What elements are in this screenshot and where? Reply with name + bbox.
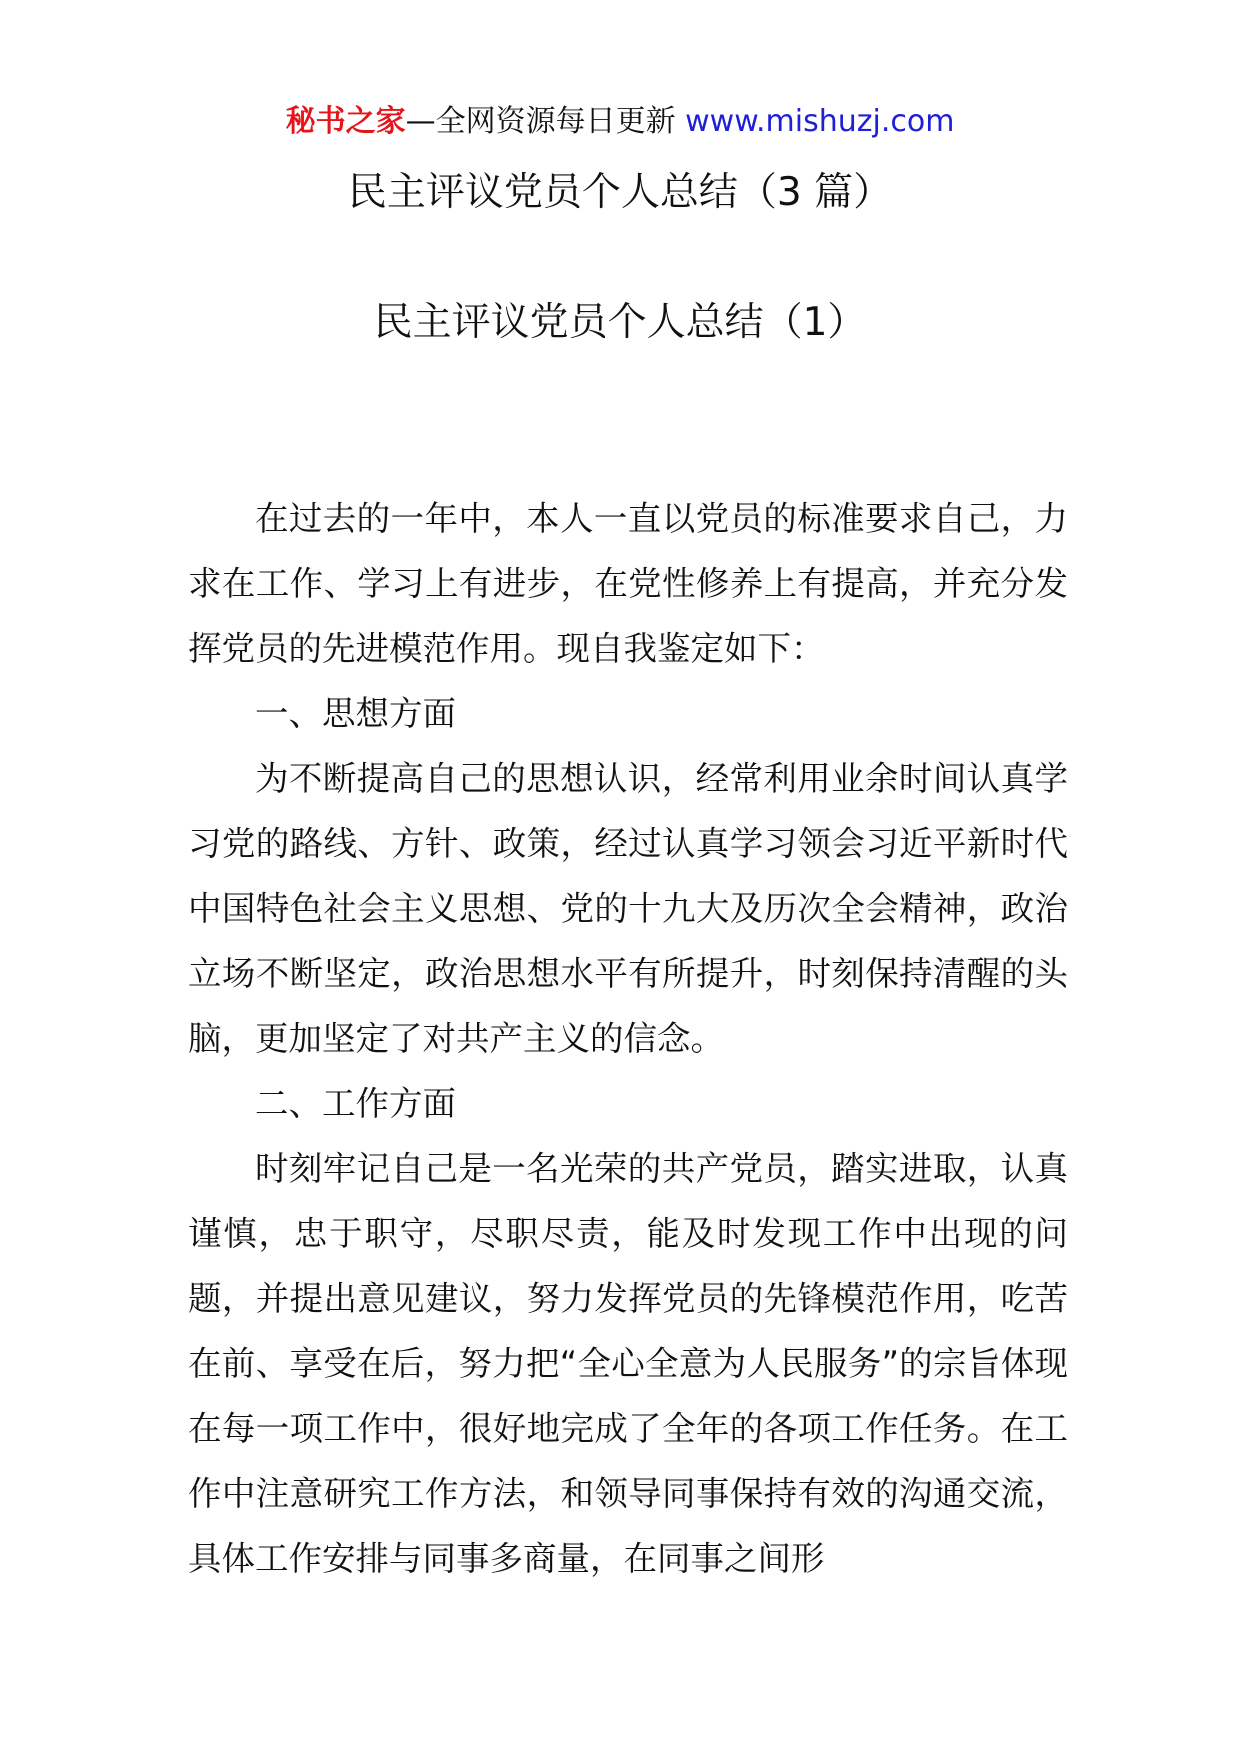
site-url-link[interactable]: www.mishuzj.com: [685, 104, 955, 139]
header-tagline: —全网资源每日更新: [405, 104, 686, 139]
section-heading-thought: 一、思想方面: [255, 694, 456, 733]
section-heading-work: 二、工作方面: [255, 1084, 456, 1123]
site-header: [0, 100, 1240, 144]
document-body: [188, 486, 1068, 1591]
brand-name: 秘书之家: [285, 104, 406, 139]
document-subtitle: 民主评议党员个人总结（1）: [373, 300, 867, 345]
work-paragraph: 时刻牢记自己是一名光荣的共产党员，踏实进取，认真谨慎，忠于职守，尽职尽责，能及时发现工作中出现的问题，并提出意见建议，努力发挥党员的先锋模范作用，吃苦在前、享受在后，努力把“全心全意为人民服务”的宗旨体现在每一项工作中，很好地完成了全年的各项工作任务。在工作中注意研究工作方法，和领导同事保持有效的沟通交流，具体工作安排与同事多商量，在同事之间形: [188, 1149, 1068, 1578]
document-title: 民主评议党员个人总结（3 篇）: [347, 170, 893, 215]
intro-paragraph: 在过去的一年中，本人一直以党员的标准要求自己，力求在工作、学习上有进步，在党性修养上有提高，并充分发挥党员的先进模范作用。现自我鉴定如下：: [188, 499, 1068, 668]
thought-paragraph: 为不断提高自己的思想认识，经常利用业余时间认真学习党的路线、方针、政策，经过认真学习领会习近平新时代中国特色社会主义思想、党的十九大及历次全会精神，政治立场不断坚定，政治思想水平有所提升，时刻保持清醒的头脑，更加坚定了对共产主义的信念。: [188, 759, 1068, 1058]
